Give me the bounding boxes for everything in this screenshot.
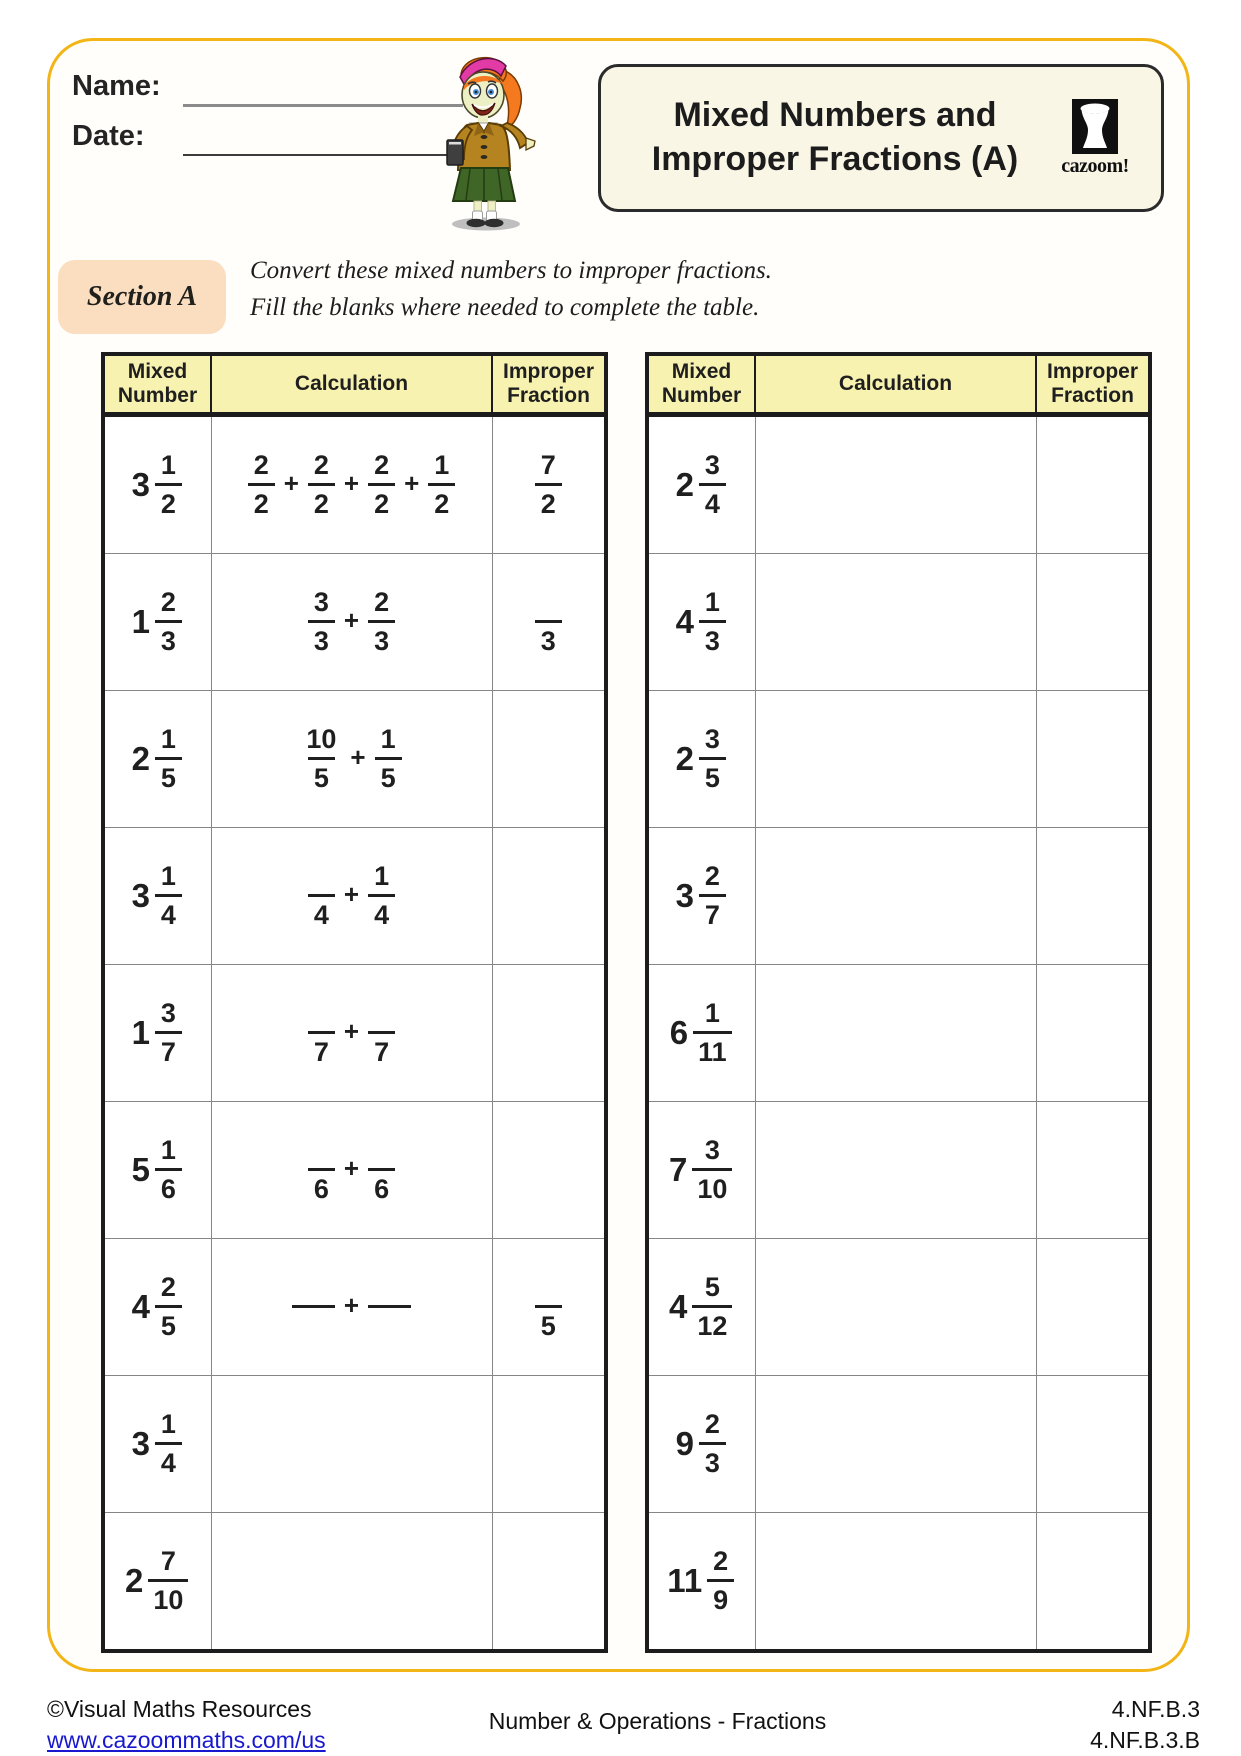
mixed-number-cell [647,965,755,1102]
table-row [103,1102,606,1239]
mixed-number: 2 $\frac{1}{5}$ [132,726,184,792]
cazoom-logo-text: cazoom! [1061,154,1129,177]
table-row [647,691,1150,828]
improper-fraction-cell [492,1239,606,1376]
fraction: 7 [368,1000,395,1066]
title-line-1: Mixed Numbers and [673,96,997,135]
mixed-number: 4 $\frac{2}{5}$ [132,1274,184,1340]
fraction: $\frac{2}{9}$ [707,1548,734,1614]
calculation-cell [755,691,1036,828]
improper-fraction-cell [1036,415,1150,554]
column-header: Improper Fraction [1036,354,1150,415]
fraction: $\frac{1}{4}$ [368,863,395,929]
plus-sign: + [343,878,360,909]
mixed-number-cell [103,1513,211,1652]
fraction: 4 [308,863,335,929]
fraction: $\frac{3}{3}$ [308,589,335,655]
calculation-cell [755,415,1036,554]
improper-fraction-cell [492,415,606,554]
table-row [103,554,606,691]
table-row [103,1513,606,1652]
mixed-number: 7 $\frac{3}{10}$ [669,1137,734,1203]
copyright-text: ©Visual Maths Resources [47,1696,312,1722]
improper-fraction-cell [492,554,606,691]
table-row [103,1239,606,1376]
mixed-number-cell [647,554,755,691]
improper-fraction-cell [492,1513,606,1652]
improper-fraction-cell [1036,691,1150,828]
table-row [103,828,606,965]
table-row [647,1102,1150,1239]
section-a-label: Section A [86,281,198,312]
improper-fraction-cell [492,965,606,1102]
mixed-number: 3 $\frac{2}{7}$ [676,863,728,929]
mixed-number: 3 $\frac{1}{2}$ [132,452,184,518]
standard-code-1: 4.NF.B.3 [1111,1696,1200,1722]
section-a-badge [58,260,226,334]
table-row [103,691,606,828]
footer-topic: Number & Operations - Fractions [488,1708,827,1734]
table-row [647,828,1150,965]
worksheet-table [101,352,608,1653]
header-row [103,354,606,415]
calculation-cell [211,1239,492,1376]
improper-fraction-cell [1036,1102,1150,1239]
improper-fraction-cell [1036,1513,1150,1652]
improper-fraction-cell [492,1102,606,1239]
mixed-number-cell [103,1102,211,1239]
calculation-cell [211,1102,492,1239]
mixed-number-cell [103,554,211,691]
mixed-number: 1 $\frac{3}{7}$ [132,1000,184,1066]
fraction: $\frac{3}{10}$ [692,1137,732,1203]
fraction: $\frac{3}{4}$ [699,452,726,518]
plus-sign: + [343,1152,360,1183]
column-header: Calculation [211,354,492,415]
calculation-cell [211,554,492,691]
mixed-number-cell [103,415,211,554]
fraction: $\frac{1}{4}$ [155,863,182,929]
mixed-number-cell [103,1376,211,1513]
calculation-cell [755,1102,1036,1239]
fraction: $\frac{1}{5}$ [375,726,402,792]
mixed-number-cell [647,415,755,554]
plus-sign: + [343,604,360,635]
improper-fraction-cell [1036,1239,1150,1376]
calculation-cell [211,415,492,554]
date-label: Date: [72,120,145,152]
column-header: Mixed Number [647,354,755,415]
improper-fraction-cell [1036,828,1150,965]
fraction: 6 [308,1137,335,1203]
fraction: $\frac{1}{6}$ [155,1137,182,1203]
calculation-cell [211,828,492,965]
fraction: $\frac{1}{4}$ [155,1411,182,1477]
mixed-number-cell [103,1239,211,1376]
footer-standards [1090,1694,1200,1756]
plus-sign: + [404,467,420,498]
fraction: $\frac{2}{3}$ [155,589,182,655]
table-row [103,965,606,1102]
left-table [101,352,608,1653]
worksheet-table [645,352,1152,1653]
instruction-line-1: Convert these mixed numbers to improper fractions. [250,257,772,284]
calculation-cell [755,965,1036,1102]
mixed-number: 5 $\frac{1}{6}$ [132,1137,184,1203]
fraction [292,1274,335,1340]
name-label: Name: [72,70,161,102]
fraction: $\frac{5}{12}$ [692,1274,732,1340]
table-row [647,554,1150,691]
calculation-cell [755,828,1036,965]
fraction: $\frac{3}{7}$ [155,1000,182,1066]
plus-sign: + [343,467,360,498]
title-line-2: Improper Fractions (A) [651,140,1019,178]
fraction: 7 [308,1000,335,1066]
mixed-number: 3 $\frac{1}{4}$ [132,863,184,929]
fraction: $\frac{2}{2}$ [308,452,335,518]
mixed-number-cell [647,828,755,965]
plus-sign: + [343,1289,360,1320]
mixed-number-cell [647,1239,755,1376]
column-header: Calculation [755,354,1036,415]
mixed-number-cell [103,691,211,828]
mixed-number: 2 $\frac{3}{4}$ [676,452,728,518]
mixed-number: 4 $\frac{1}{3}$ [676,589,728,655]
mixed-number-cell [647,1102,755,1239]
page-title [601,94,1043,181]
fraction: $\frac{2}{5}$ [155,1274,182,1340]
calculation-cell [211,691,492,828]
improper-fraction-cell [492,691,606,828]
mixed-number-cell [647,1376,755,1513]
table-row [647,1513,1150,1652]
calculation-cell [211,965,492,1102]
fraction [368,1274,411,1340]
instruction-line-2: Fill the blanks where needed to complete the table. [250,294,760,321]
table-row [647,1376,1150,1513]
calculation-cell [211,1513,492,1652]
fraction: $\frac{2}{2}$ [248,452,275,518]
mixed-number: 2 $\frac{3}{5}$ [676,726,728,792]
table-row [647,965,1150,1102]
fraction: $\frac{7}{10}$ [148,1548,188,1614]
fraction: $\frac{1}{5}$ [155,726,182,792]
fraction: $\frac{1}{11}$ [693,1000,732,1066]
right-table [645,352,1152,1653]
improper-fraction-cell [492,828,606,965]
mixed-number-cell [103,965,211,1102]
fraction: $\frac{2}{3}$ [699,1411,726,1477]
name-write-line [183,104,463,107]
fraction: $\frac{1}{3}$ [699,589,726,655]
schoolgirl-illustration [430,42,542,232]
cazoom-logo [1043,99,1147,178]
column-header: Improper Fraction [492,354,606,415]
table-row [647,415,1150,554]
mixed-number: 2 $\frac{7}{10}$ [125,1548,190,1614]
fraction: $\frac{3}{5}$ [699,726,726,792]
website-link[interactable]: www.cazoommaths.com/us [47,1727,326,1754]
header-row [647,354,1150,415]
table-row [103,1376,606,1513]
calculation-cell [211,1376,492,1513]
mixed-number-cell [647,1513,755,1652]
calculation-cell [755,1239,1036,1376]
fraction: $\frac{7}{2}$ [535,452,562,518]
improper-fraction-cell [1036,965,1150,1102]
plus-sign: + [350,741,366,772]
table-row [647,1239,1150,1376]
fraction: $\frac{1}{2}$ [155,452,182,518]
standard-code-2: 4.NF.B.3.B [1090,1727,1200,1754]
calculation-cell [755,1376,1036,1513]
table-row [103,415,606,554]
fraction: $\frac{2}{3}$ [368,589,395,655]
mixed-number: 4 $\frac{5}{12}$ [669,1274,734,1340]
plus-sign: + [283,467,299,498]
mixed-number-cell [103,828,211,965]
mixed-number: 11 $\frac{2}{9}$ [667,1548,736,1614]
fraction: $\frac{10}{5}$ [306,724,337,793]
calculation-cell [755,554,1036,691]
fraction: 5 [535,1274,562,1340]
instructions [250,252,970,326]
calculation-cell [755,1513,1036,1652]
mixed-number-cell [647,691,755,828]
mixed-number: 1 $\frac{2}{3}$ [132,589,184,655]
improper-fraction-cell [1036,1376,1150,1513]
mixed-number: 9 $\frac{2}{3}$ [676,1411,728,1477]
plus-sign: + [343,1015,360,1046]
fraction: 3 [535,589,562,655]
fraction: $\frac{2}{2}$ [368,452,395,518]
mixed-number: 3 $\frac{1}{4}$ [132,1411,184,1477]
fraction: $\frac{1}{2}$ [428,452,455,518]
worksheet-title-box [598,64,1164,212]
drum-icon [1072,99,1118,154]
column-header: Mixed Number [103,354,211,415]
mixed-number: 6 $\frac{1}{11}$ [670,1000,734,1066]
date-write-line [183,154,463,156]
improper-fraction-cell [1036,554,1150,691]
improper-fraction-cell [492,1376,606,1513]
fraction: 6 [368,1137,395,1203]
fraction: $\frac{2}{7}$ [699,863,726,929]
